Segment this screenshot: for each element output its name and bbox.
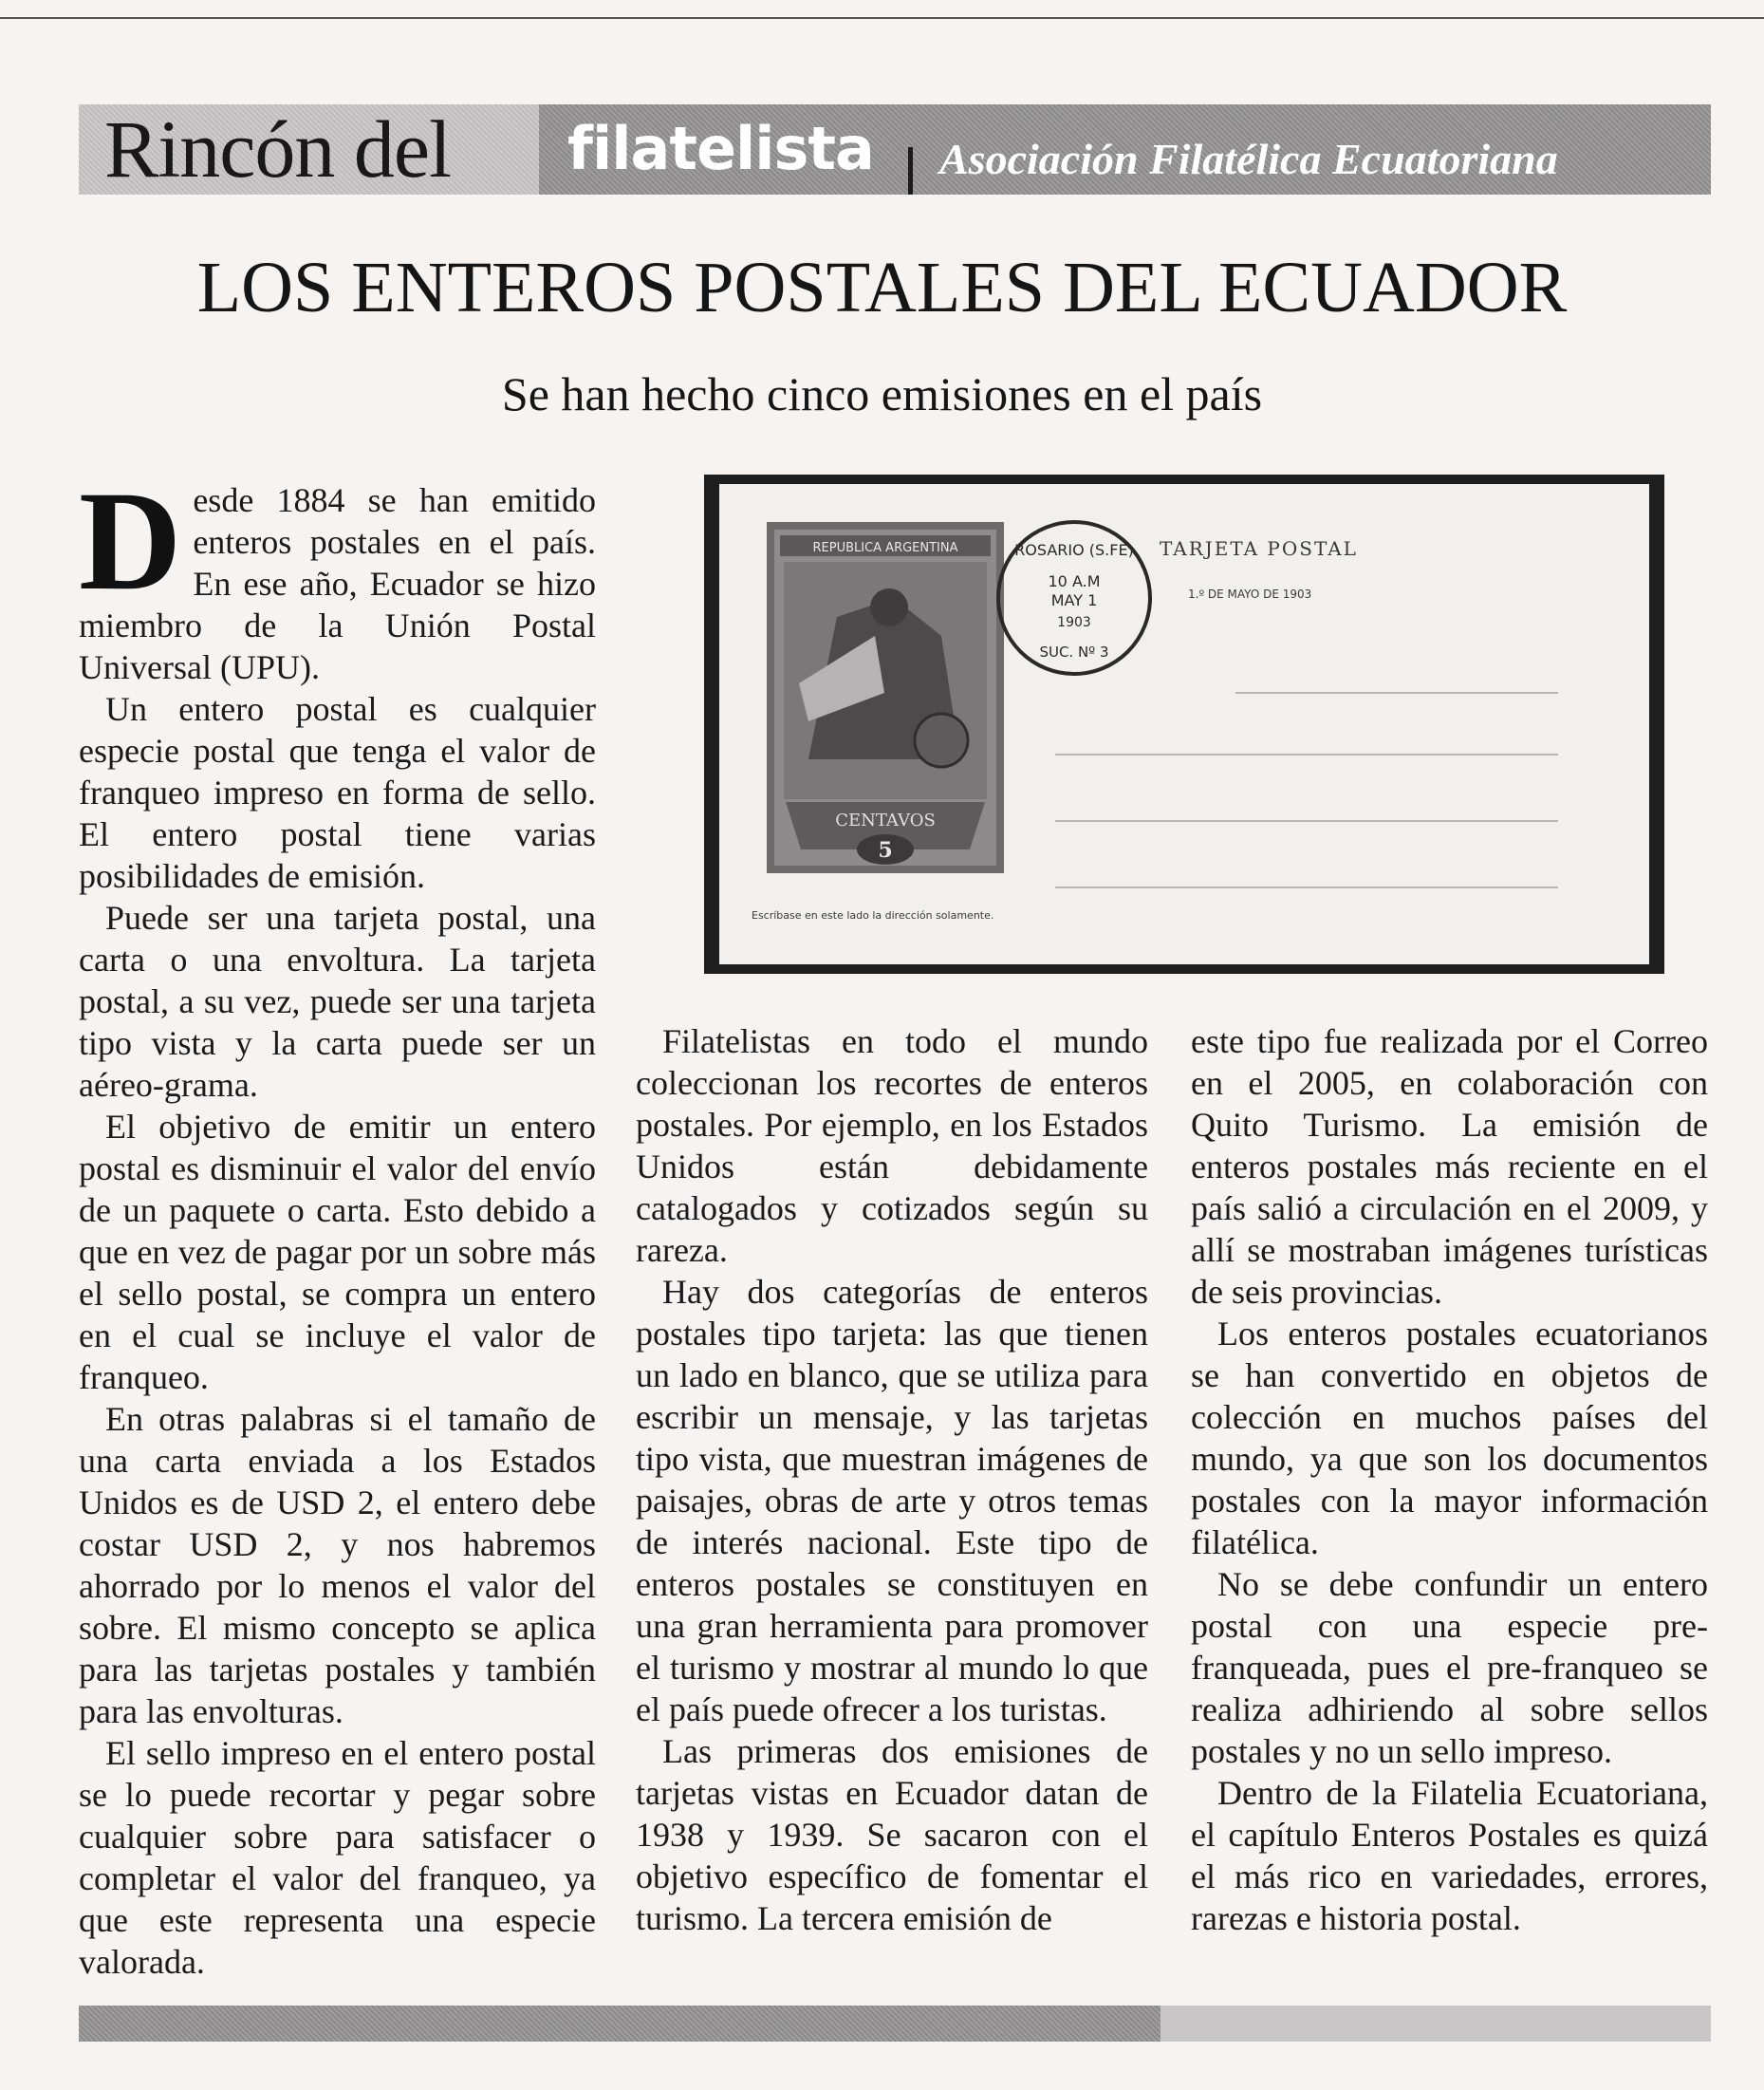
stamp-header-text: REPUBLICA ARGENTINA	[812, 541, 958, 555]
article-column-2	[636, 1020, 1148, 1939]
paragraph: Filatelistas en todo el mundo coleccionan los recortes de enteros postales. Por ejemplo, en los Estados Unidos están debidamente catalogados y cotizados según su rareza.	[636, 1022, 1148, 1269]
paragraph: Las primeras dos emisiones de tarjetas vistas en Ecuador datan de 1938 y 1939. Se sacaron con el objetivo específico de fomentar el turismo. La tercera emisión de	[636, 1732, 1148, 1937]
card-date: 1.º DE MAYO DE 1903	[1188, 588, 1312, 601]
paragraph: este tipo fue realizada por el Correo en el 2005, en colaboración con Quito Turismo. La emisión de enteros postales más reciente en el país salió a circulación en el 2009, y allí se mostraban imágenes turísticas de seis provincias.	[1191, 1022, 1708, 1311]
banner-separator	[908, 147, 913, 195]
postmark-line-2: 10 A.M	[1048, 572, 1101, 590]
paragraph: Puede ser una tarjeta postal, una carta o una envoltura. La tarjeta postal, a su vez, puede ser una tarjeta tipo vista y la carta puede ser un aéreo-grama.	[79, 899, 596, 1104]
paragraph: No se debe confundir un entero postal con una especie pre-franqueada, pues el pre-franqueo se realiza adhiriendo al sobre sellos postales y no un sello impreso.	[1191, 1565, 1708, 1770]
stamp-value-word: CENTAVOS	[835, 811, 936, 830]
top-rule	[0, 17, 1764, 19]
footer-bar-light-segment	[1161, 2006, 1711, 2042]
paragraph-text: esde 1884 se han emitido enteros postales en el país. En ese año, Ecuador se hizo miembro de la Unión Postal Universal (UPU).	[79, 481, 596, 686]
paragraph: Dentro de la Filatelia Ecuatoriana, el capítulo Enteros Postales es quizá el más rico en variedades, errores, rarezas e historia postal.	[1191, 1774, 1708, 1937]
paragraph: Hay dos categorías de enteros postales tipo tarjeta: las que tienen un lado en blanco, que se utiliza para escribir un mensaje, y las tarjetas tipo vista, que muestran imágenes de paisajes, obras de arte y otros temas de interés nacional. Este tipo de enteros postales se constituyen en una gran herramienta para promover el turismo y mostrar al mundo lo que el país puede ofrecer a los turistas.	[636, 1273, 1148, 1728]
postmark-line-5: SUC. Nº 3	[1039, 644, 1109, 661]
drop-cap: D	[79, 462, 182, 620]
postcard-photo	[704, 475, 1664, 974]
postmark-line-1: ROSARIO (S.FE)	[1014, 541, 1134, 559]
paragraph	[79, 462, 596, 688]
paragraph: El sello impreso en el entero postal se lo puede recortar y pegar sobre cualquier sobre para satisfacer o completar el valor del franqueo, ya que este representa una especie valorada.	[79, 1734, 596, 1981]
article-column-1	[79, 462, 596, 1983]
banner-filatelista-text: filatelista	[567, 114, 874, 183]
paragraph: Un entero postal es cualquier especie postal que tenga el valor de franqueo impreso en forma de sello. El entero postal tiene varias posibilidades de emisión.	[79, 690, 596, 895]
postmark-line-4: 1903	[1057, 615, 1091, 630]
paragraph: Los enteros postales ecuatorianos se han convertido en objetos de colección en muchos países del mundo, ya que son los documentos postales con la mayor información filatélica.	[1191, 1315, 1708, 1561]
paragraph: En otras palabras si el tamaño de una carta enviada a los Estados Unidos es de USD 2, el entero debe costar USD 2, y nos habremos ahorrado por lo menos el valor del sobre. El mismo concepto se aplica para las tarjetas postales y también para las envolturas.	[79, 1400, 596, 1730]
banner-association-text: Asociación Filatélica Ecuatoriana	[939, 135, 1558, 183]
card-bottom-note: Escríbase en este lado la dirección solamente.	[752, 909, 994, 922]
banner-rincon-text: Rincón del	[104, 103, 451, 195]
card-title: TARJETA POSTAL	[1160, 537, 1358, 560]
footer-bar	[79, 2006, 1711, 2042]
postmark-line-3: MAY 1	[1050, 591, 1098, 609]
article-title: LOS ENTEROS POSTALES DEL ECUADOR	[196, 248, 1568, 327]
stamp-value: 5	[878, 838, 893, 863]
stamp	[767, 522, 1004, 873]
paragraph: El objetivo de emitir un entero postal es disminuir el valor del envío de un paquete o carta. Esto debido a que en vez de pagar por un sobre más el sello postal, se compra un entero en el cual se incluye el valor de franqueo.	[79, 1108, 596, 1396]
postcard-illustration	[704, 475, 1664, 974]
article-column-3	[1191, 1020, 1708, 1939]
article-subtitle: Se han hecho cinco emisiones en el país	[501, 367, 1263, 420]
